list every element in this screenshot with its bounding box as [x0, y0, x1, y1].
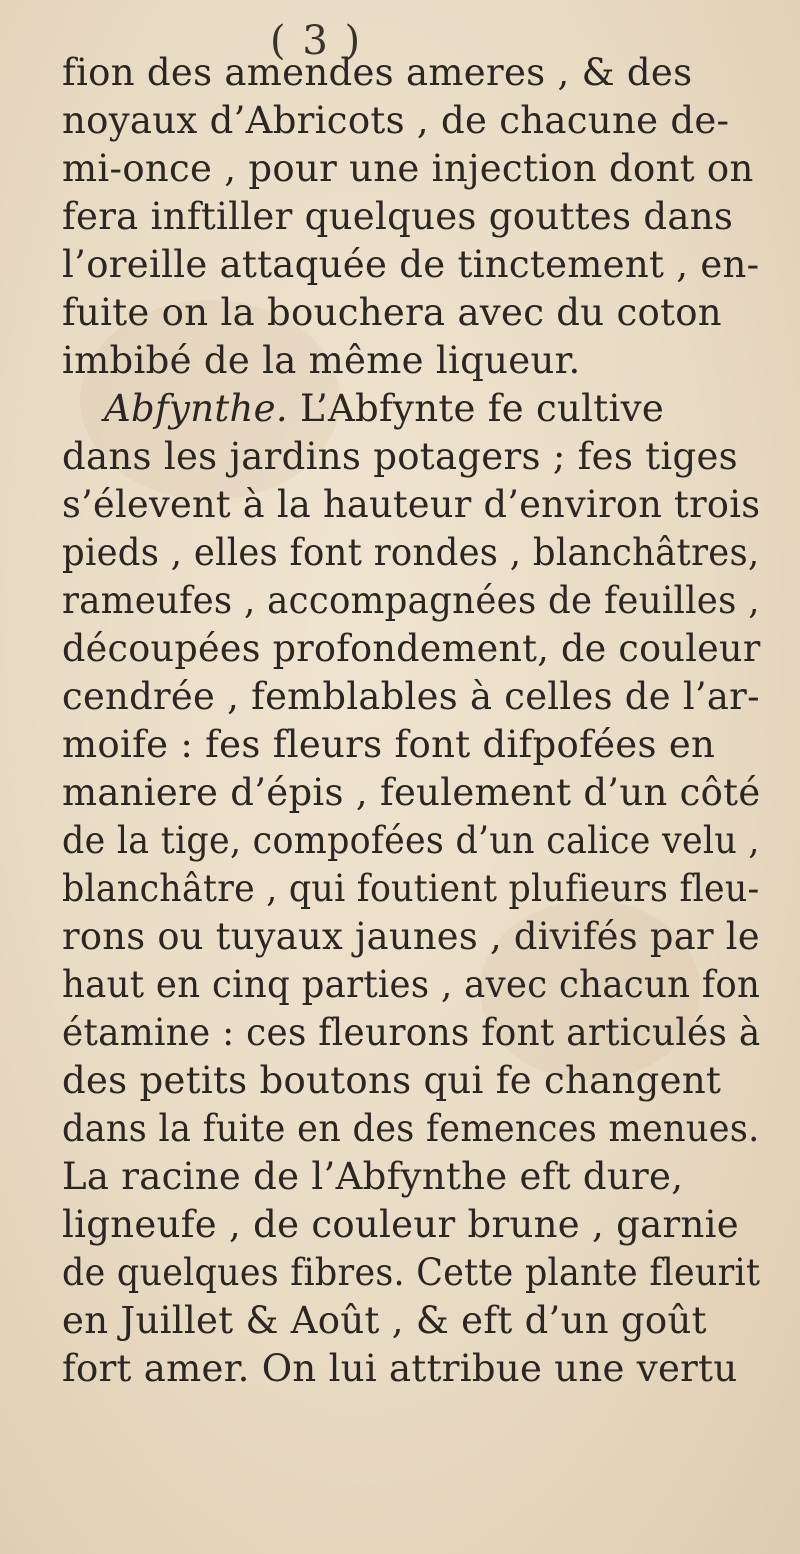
text-line: La racine de l’Abfynthe eft dure, [62, 1155, 684, 1198]
text-line: rameufes , accompagnées de feuilles , [62, 579, 760, 622]
text-line: de quelques fibres. Cette plante fleurit [62, 1251, 761, 1294]
text-line: mi-once , pour une injection dont on [62, 147, 754, 190]
text-line: cendrée , femblables à celles de l’ar- [62, 675, 760, 718]
text-line: imbibé de la même liqueur. [62, 339, 581, 382]
text-line: maniere d’épis , feulement d’un côté [62, 771, 761, 814]
page-number: ( 3 ) [270, 18, 363, 64]
heading-rest: L’Abfynte fe cultive [287, 387, 665, 430]
text-line: dans les jardins potagers ; fes tiges [62, 435, 738, 478]
text-line: haut en cinq parties , avec chacun fon [62, 963, 761, 1006]
text-line: noyaux d’Abricots , de chacune de- [62, 99, 730, 142]
text-line: de la tige, compofées d’un calice velu , [62, 819, 760, 862]
text-line: fuite on la bouchera avec du coton [62, 291, 722, 334]
text-line: découpées profondement, de couleur [62, 627, 761, 670]
text-line: pieds , elles font rondes , blanchâtres, [62, 531, 760, 574]
section-heading-line [104, 386, 664, 432]
text-line: en Juillet & Août , & eft d’un goût [62, 1299, 707, 1342]
text-line: dans la fuite en des femences menues. [62, 1107, 760, 1150]
text-line: blanchâtre , qui foutient plufieurs fleu- [62, 867, 760, 910]
text-line: fion des amendes ameres , & des [62, 51, 693, 94]
heading-term: Abfynthe. [104, 387, 288, 430]
text-line: rons ou tuyaux jaunes , divifés par le [62, 915, 760, 958]
text-line: moife : fes fleurs font difpofées en [62, 723, 716, 766]
text-line: des petits boutons qui fe changent [62, 1059, 722, 1102]
text-line: étamine : ces fleurons font articulés à [62, 1011, 761, 1054]
text-line: ligneufe , de couleur brune , garnie [62, 1203, 739, 1246]
text-line: l’oreille attaquée de tinctement , en- [62, 243, 760, 286]
text-line: s’élevent à la hauteur d’environ trois [62, 483, 761, 526]
text-line: fera inftiller quelques gouttes dans [62, 195, 734, 238]
text-line: fort amer. On lui attribue une vertu [62, 1347, 738, 1390]
